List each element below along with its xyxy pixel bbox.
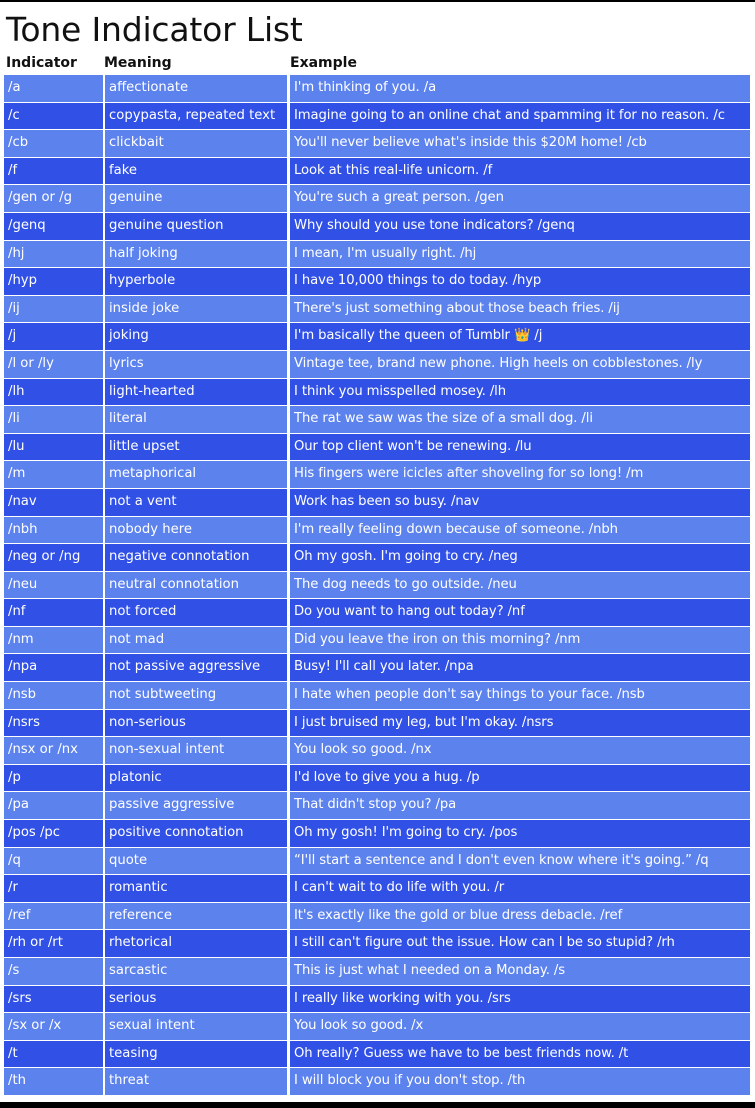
- meaning-cell: light-hearted: [105, 379, 287, 407]
- example-cell: You look so good. /x: [290, 1013, 750, 1041]
- indicator-cell: /c: [4, 103, 103, 131]
- example-cell: This is just what I needed on a Monday. /s: [290, 958, 750, 986]
- column-header-indicator: Indicator: [6, 55, 77, 71]
- meaning-cell: non-serious: [105, 710, 287, 738]
- example-cell: Imagine going to an online chat and spamming it for no reason. /c: [290, 103, 750, 131]
- indicator-cell: /cb: [4, 130, 103, 158]
- meaning-cell: not a vent: [105, 489, 287, 517]
- example-cell: It's exactly like the gold or blue dress debacle. /ref: [290, 903, 750, 931]
- table-row: [4, 544, 750, 572]
- table-row: [4, 737, 750, 765]
- example-cell: I can't wait to do life with you. /r: [290, 875, 750, 903]
- table-row: [4, 572, 750, 600]
- table-row: [4, 903, 750, 931]
- bottom-rule: [0, 1102, 755, 1108]
- indicator-cell: /neg or /ng: [4, 544, 103, 572]
- table-row: [4, 158, 750, 186]
- example-cell: “I'll start a sentence and I don't even know where it's going.” /q: [290, 848, 750, 876]
- meaning-cell: serious: [105, 986, 287, 1014]
- meaning-cell: genuine question: [105, 213, 287, 241]
- indicator-cell: /nsrs: [4, 710, 103, 738]
- meaning-cell: inside joke: [105, 296, 287, 324]
- example-cell: You'll never believe what's inside this $20M home! /cb: [290, 130, 750, 158]
- table-row: [4, 599, 750, 627]
- example-cell: I'd love to give you a hug. /p: [290, 765, 750, 793]
- table-row: [4, 875, 750, 903]
- table-row: [4, 1068, 750, 1096]
- example-cell: Vintage tee, brand new phone. High heels on cobblestones. /ly: [290, 351, 750, 379]
- example-cell: I have 10,000 things to do today. /hyp: [290, 268, 750, 296]
- table-row: [4, 379, 750, 407]
- table-row: [4, 765, 750, 793]
- indicator-cell: /r: [4, 875, 103, 903]
- indicator-cell: /th: [4, 1068, 103, 1096]
- example-cell: I still can't figure out the issue. How can I be so stupid? /rh: [290, 930, 750, 958]
- table-row: [4, 489, 750, 517]
- indicator-cell: /nsx or /nx: [4, 737, 103, 765]
- example-cell: The rat we saw was the size of a small dog. /li: [290, 406, 750, 434]
- table-row: [4, 185, 750, 213]
- indicator-cell: /s: [4, 958, 103, 986]
- indicator-cell: /nsb: [4, 682, 103, 710]
- meaning-cell: not passive aggressive: [105, 654, 287, 682]
- indicator-cell: /q: [4, 848, 103, 876]
- meaning-cell: passive aggressive: [105, 792, 287, 820]
- example-cell: Work has been so busy. /nav: [290, 489, 750, 517]
- indicator-cell: /m: [4, 461, 103, 489]
- page-title: Tone Indicator List: [6, 10, 303, 49]
- example-cell: The dog needs to go outside. /neu: [290, 572, 750, 600]
- example-cell: I mean, I'm usually right. /hj: [290, 241, 750, 269]
- indicator-cell: /p: [4, 765, 103, 793]
- meaning-cell: metaphorical: [105, 461, 287, 489]
- meaning-cell: rhetorical: [105, 930, 287, 958]
- meaning-cell: genuine: [105, 185, 287, 213]
- example-cell: Oh my gosh. I'm going to cry. /neg: [290, 544, 750, 572]
- indicator-cell: /nav: [4, 489, 103, 517]
- meaning-cell: sexual intent: [105, 1013, 287, 1041]
- table-row: [4, 130, 750, 158]
- example-cell: You look so good. /nx: [290, 737, 750, 765]
- meaning-cell: positive connotation: [105, 820, 287, 848]
- indicator-cell: /ij: [4, 296, 103, 324]
- meaning-cell: affectionate: [105, 75, 287, 103]
- table-row: [4, 1013, 750, 1041]
- indicator-cell: /hj: [4, 241, 103, 269]
- meaning-cell: lyrics: [105, 351, 287, 379]
- table-row: [4, 406, 750, 434]
- table-row: [4, 323, 750, 351]
- meaning-cell: not subtweeting: [105, 682, 287, 710]
- example-cell: I'm really feeling down because of someone. /nbh: [290, 517, 750, 545]
- indicator-cell: /f: [4, 158, 103, 186]
- table-row: [4, 434, 750, 462]
- indicator-cell: /j: [4, 323, 103, 351]
- indicator-cell: /nbh: [4, 517, 103, 545]
- indicator-cell: /li: [4, 406, 103, 434]
- table-row: [4, 213, 750, 241]
- indicator-cell: /l or /ly: [4, 351, 103, 379]
- tone-indicator-table: [4, 75, 750, 1096]
- indicator-cell: /npa: [4, 654, 103, 682]
- column-header-meaning: Meaning: [104, 55, 172, 71]
- indicator-cell: /pa: [4, 792, 103, 820]
- table-row: [4, 1041, 750, 1069]
- meaning-cell: neutral connotation: [105, 572, 287, 600]
- example-cell: Our top client won't be renewing. /lu: [290, 434, 750, 462]
- table-row: [4, 930, 750, 958]
- example-cell: I hate when people don't say things to your face. /nsb: [290, 682, 750, 710]
- meaning-cell: sarcastic: [105, 958, 287, 986]
- example-cell: Busy! I'll call you later. /npa: [290, 654, 750, 682]
- example-cell: Do you want to hang out today? /nf: [290, 599, 750, 627]
- meaning-cell: teasing: [105, 1041, 287, 1069]
- table-row: [4, 682, 750, 710]
- table-row: [4, 517, 750, 545]
- meaning-cell: platonic: [105, 765, 287, 793]
- top-rule: [0, 0, 755, 2]
- example-cell: I just bruised my leg, but I'm okay. /nsrs: [290, 710, 750, 738]
- meaning-cell: negative connotation: [105, 544, 287, 572]
- table-row: [4, 351, 750, 379]
- indicator-cell: /rh or /rt: [4, 930, 103, 958]
- table-row: [4, 710, 750, 738]
- example-cell: I'm basically the queen of Tumblr 👑 /j: [290, 323, 750, 351]
- example-cell: Why should you use tone indicators? /genq: [290, 213, 750, 241]
- meaning-cell: clickbait: [105, 130, 287, 158]
- indicator-cell: /a: [4, 75, 103, 103]
- meaning-cell: non-sexual intent: [105, 737, 287, 765]
- indicator-cell: /srs: [4, 986, 103, 1014]
- meaning-cell: fake: [105, 158, 287, 186]
- indicator-cell: /hyp: [4, 268, 103, 296]
- indicator-cell: /lu: [4, 434, 103, 462]
- table-row: [4, 103, 750, 131]
- table-row: [4, 792, 750, 820]
- example-cell: Did you leave the iron on this morning? /nm: [290, 627, 750, 655]
- example-cell: I will block you if you don't stop. /th: [290, 1068, 750, 1096]
- meaning-cell: not forced: [105, 599, 287, 627]
- table-row: [4, 820, 750, 848]
- indicator-cell: /ref: [4, 903, 103, 931]
- indicator-cell: /nm: [4, 627, 103, 655]
- meaning-cell: copypasta, repeated text: [105, 103, 287, 131]
- table-row: [4, 75, 750, 103]
- indicator-cell: /pos /pc: [4, 820, 103, 848]
- indicator-cell: /gen or /g: [4, 185, 103, 213]
- meaning-cell: hyperbole: [105, 268, 287, 296]
- example-cell: His fingers were icicles after shoveling for so long! /m: [290, 461, 750, 489]
- table-row: [4, 241, 750, 269]
- indicator-cell: /sx or /x: [4, 1013, 103, 1041]
- indicator-cell: /neu: [4, 572, 103, 600]
- example-cell: I think you misspelled mosey. /lh: [290, 379, 750, 407]
- meaning-cell: nobody here: [105, 517, 287, 545]
- table-row: [4, 654, 750, 682]
- meaning-cell: not mad: [105, 627, 287, 655]
- table-row: [4, 958, 750, 986]
- example-cell: Look at this real-life unicorn. /f: [290, 158, 750, 186]
- example-cell: You're such a great person. /gen: [290, 185, 750, 213]
- meaning-cell: reference: [105, 903, 287, 931]
- example-cell: I really like working with you. /srs: [290, 986, 750, 1014]
- indicator-cell: /genq: [4, 213, 103, 241]
- example-cell: That didn't stop you? /pa: [290, 792, 750, 820]
- meaning-cell: quote: [105, 848, 287, 876]
- example-cell: Oh really? Guess we have to be best friends now. /t: [290, 1041, 750, 1069]
- indicator-cell: /lh: [4, 379, 103, 407]
- example-cell: Oh my gosh! I'm going to cry. /pos: [290, 820, 750, 848]
- table-row: [4, 986, 750, 1014]
- table-row: [4, 268, 750, 296]
- meaning-cell: joking: [105, 323, 287, 351]
- table-row: [4, 848, 750, 876]
- column-header-example: Example: [290, 55, 357, 71]
- meaning-cell: romantic: [105, 875, 287, 903]
- example-cell: I'm thinking of you. /a: [290, 75, 750, 103]
- example-cell: There's just something about those beach fries. /ij: [290, 296, 750, 324]
- meaning-cell: half joking: [105, 241, 287, 269]
- meaning-cell: literal: [105, 406, 287, 434]
- indicator-cell: /nf: [4, 599, 103, 627]
- table-row: [4, 627, 750, 655]
- meaning-cell: threat: [105, 1068, 287, 1096]
- table-row: [4, 461, 750, 489]
- indicator-cell: /t: [4, 1041, 103, 1069]
- meaning-cell: little upset: [105, 434, 287, 462]
- table-row: [4, 296, 750, 324]
